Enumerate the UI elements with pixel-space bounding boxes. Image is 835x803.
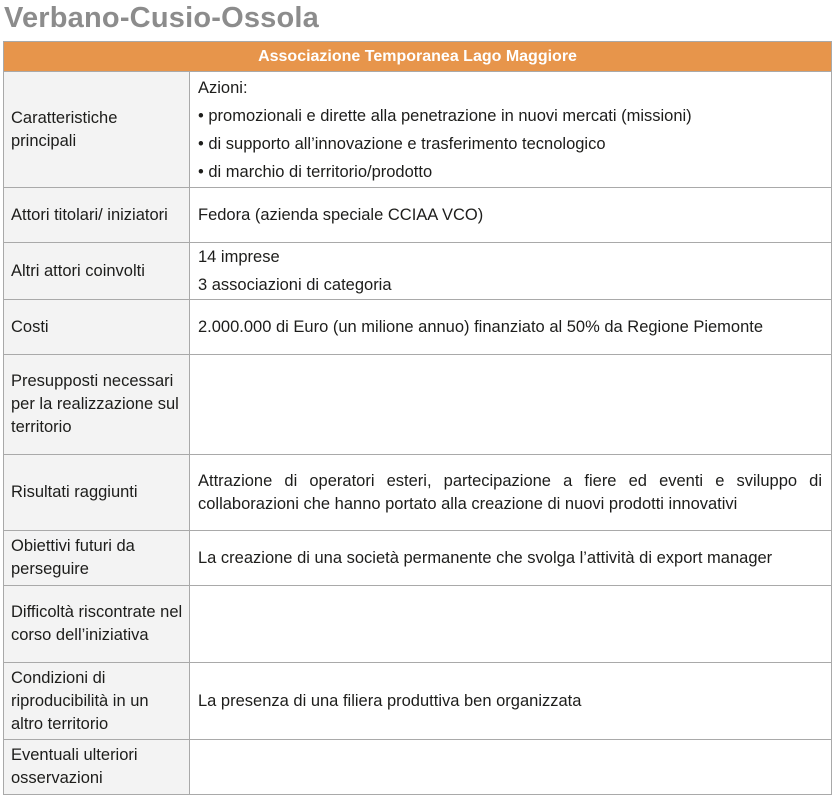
bullet-item: • promozionali e dirette alla penetrazione in nuovi mercati (missioni) (198, 106, 692, 125)
row-label-presupposti: Presupposti necessari per la realizzazione sul territorio (4, 355, 190, 455)
table-row (4, 663, 832, 740)
bullet-item: • di supporto all’innovazione e trasferimento tecnologico (198, 134, 606, 153)
row-label-costi: Costi (4, 300, 190, 355)
row-value-difficolta (190, 586, 832, 663)
table-row (4, 72, 832, 188)
table-row (4, 243, 832, 300)
table-row (4, 455, 832, 531)
table-header: Associazione Temporanea Lago Maggiore (4, 42, 832, 72)
row-value-attori-titolari: Fedora (azienda speciale CCIAA VCO) (190, 188, 832, 243)
list-item: 14 imprese (198, 248, 280, 266)
table-row (4, 740, 832, 795)
actions-intro: Azioni: (198, 78, 248, 97)
bullet-item: • di marchio di territorio/prodotto (198, 162, 433, 181)
info-table (3, 41, 832, 795)
row-value-obiettivi: La creazione di una società permanente che svolga l’attività di export manager (198, 548, 773, 567)
row-label-caratteristiche: Caratteristiche principali (4, 72, 190, 188)
page-title: Verbano-Cusio-Ossola (4, 2, 320, 34)
row-value-costi: 2.000.000 di Euro (un milione annuo) finanziato al 50% da Regione Piemonte (198, 317, 764, 336)
table-row (4, 355, 832, 455)
row-label-osservazioni: Eventuali ulteriori osservazioni (4, 740, 190, 795)
row-label-risultati: Risultati raggiunti (4, 455, 190, 531)
row-label-altri-attori: Altri attori coinvolti (4, 243, 190, 300)
row-label-obiettivi: Obiettivi futuri da perseguire (4, 531, 190, 586)
table-row (4, 188, 832, 243)
list-item: 3 associazioni di categoria (198, 276, 392, 294)
row-label-difficolta: Difficoltà riscontrate nel corso dell’iniziativa (4, 586, 190, 663)
row-value-altri-attori (190, 243, 832, 300)
row-value-condizioni: La presenza di una filiera produttiva ben organizzata (190, 663, 832, 740)
row-value-osservazioni (190, 740, 832, 795)
row-value-caratteristiche (190, 72, 832, 188)
row-label-attori-titolari: Attori titolari/ iniziatori (4, 188, 190, 243)
row-value-presupposti (190, 355, 832, 455)
row-value-risultati: Attrazione di operatori esteri, partecipazione a fiere ed eventi e sviluppo di collaborazioni che hanno portato alla creazione di nuovi prodotti innovativi (198, 471, 823, 513)
table-row (4, 586, 832, 663)
row-label-condizioni: Condizioni di riproducibilità in un altro territorio (4, 663, 190, 740)
table-row (4, 531, 832, 586)
table-row (4, 300, 832, 355)
